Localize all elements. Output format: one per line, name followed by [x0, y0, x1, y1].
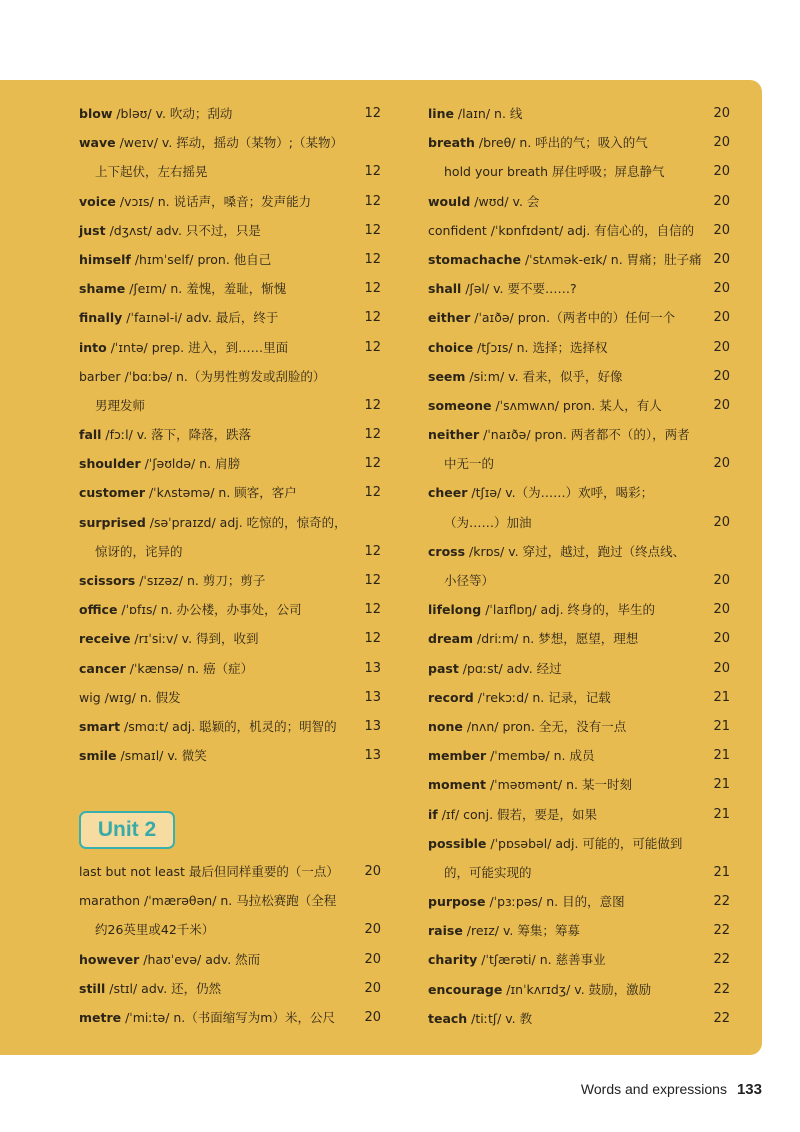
vocab-page-ref: 20: [713, 164, 730, 180]
vocab-entry: [428, 566, 730, 595]
vocab-word: raise: [428, 923, 463, 939]
vocab-page-ref: 12: [364, 573, 381, 588]
vocab-entry: [79, 624, 381, 653]
vocab-word: breath: [428, 135, 475, 151]
vocab-definition: /pɑːst/ adv. 经过: [458, 660, 562, 676]
vocab-word: customer: [79, 485, 145, 501]
vocab-word: would: [428, 193, 471, 209]
vocab-entry: [428, 508, 730, 537]
vocab-entry: [79, 595, 381, 624]
vocab-entry: [428, 712, 730, 741]
vocab-page-ref: 20: [364, 922, 381, 938]
vocab-entry: [79, 128, 381, 157]
vocab-page-ref: 22: [713, 952, 730, 968]
vocab-word: cross: [428, 543, 466, 559]
vocab-definition: /wɪg/ n. 假发: [100, 689, 181, 705]
vocab-word: however: [79, 951, 140, 967]
vocab-definition: /driːm/ n. 梦想，愿望，理想: [473, 631, 639, 647]
vocab-page-ref: 13: [364, 689, 381, 705]
vocab-definition: /ˈbɑːbə/ n.（为男性剪发或刮脸的）: [120, 368, 326, 384]
vocab-definition: /ˈnaɪðə/ pron. 两者都不（的），两者: [479, 427, 690, 443]
vocab-entry: [79, 915, 381, 944]
vocab-word: stomachache: [428, 251, 521, 267]
vocab-page-ref: 21: [713, 748, 730, 764]
vocab-definition: /stɪl/ adv. 还，仍然: [105, 980, 222, 996]
vocab-page-ref: 20: [713, 456, 730, 472]
vocab-word: cancer: [79, 660, 126, 676]
vocab-entry: [428, 537, 730, 566]
vocab-entry: [428, 858, 730, 887]
vocab-entry: [79, 245, 381, 274]
vocab-entry: [79, 508, 381, 537]
vocab-entry: [79, 362, 381, 391]
vocab-word: scissors: [79, 573, 136, 588]
vocab-page-ref: 12: [364, 193, 381, 209]
vocab-word: charity: [428, 952, 478, 968]
vocab-definition: /wʊd/ v. 会: [470, 193, 540, 209]
vocab-page-ref: 22: [713, 1010, 730, 1026]
vocab-word: either: [428, 310, 471, 326]
vocab-page-ref: 20: [713, 602, 730, 618]
vocab-definition: /bləʊ/ v. 吹动；刮动: [112, 106, 233, 121]
vocab-column-left-unit2: [79, 857, 381, 1032]
vocab-entry: [79, 274, 381, 303]
vocab-definition: 小径等）: [444, 573, 495, 588]
vocab-entry: [79, 391, 381, 420]
vocab-definition: /haʊˈevə/ adv. 然而: [139, 951, 261, 967]
vocab-entry: [428, 128, 730, 157]
vocab-entry: [428, 887, 730, 916]
vocab-definition: /ˈɪntə/ prep. 进入，到……里面: [106, 339, 289, 355]
vocab-page-ref: 22: [713, 923, 730, 939]
vocab-entry: [428, 420, 730, 449]
vocab-entry: [79, 187, 381, 216]
vocab-definition: /fɔːl/ v. 落下，降落，跌落: [101, 427, 252, 443]
vocab-word: barber: [79, 368, 121, 384]
vocab-page-ref: 12: [364, 397, 381, 413]
vocab-word: record: [428, 689, 474, 705]
vocab-page-ref: 12: [364, 339, 381, 355]
vocab-page-ref: 21: [713, 806, 730, 822]
vocab-entry: [79, 333, 381, 362]
vocab-word: teach: [428, 1010, 468, 1026]
vocab-page-ref: 20: [713, 106, 730, 121]
vocab-entry: [428, 945, 730, 974]
vocab-page-ref: 21: [713, 777, 730, 793]
vocab-entry: [428, 333, 730, 362]
vocab-definition: /tʃɪə/ v.（为……）欢呼，喝彩；: [467, 485, 654, 501]
vocab-entry: [428, 245, 730, 274]
vocab-entry: [428, 274, 730, 303]
page-number: 133: [736, 1081, 762, 1098]
vocab-page-ref: 13: [364, 718, 381, 734]
vocab-definition: /vɔɪs/ n. 说话声，嗓音；发声能力: [115, 193, 312, 209]
vocab-definition: /ˈmærəθən/ n. 马拉松赛跑（全程: [140, 893, 337, 909]
vocab-page-ref: 12: [364, 485, 381, 501]
vocab-page-ref: 20: [713, 135, 730, 151]
page-footer: [581, 1081, 762, 1098]
vocab-page-ref: 20: [713, 339, 730, 355]
vocab-word: office: [79, 602, 118, 618]
vocab-entry: [428, 303, 730, 332]
vocab-word: fall: [79, 427, 102, 443]
vocab-page-ref: 13: [364, 748, 381, 764]
vocab-entry: [428, 449, 730, 478]
vocab-definition: /səˈpraɪzd/ adj. 吃惊的，惊奇的，: [145, 514, 347, 530]
vocab-word: voice: [79, 193, 116, 209]
vocab-definition: /siːm/ v. 看来，似乎，好像: [465, 368, 623, 384]
vocab-entry: [79, 654, 381, 683]
vocab-word: none: [428, 718, 463, 734]
vocab-word: surprised: [79, 514, 146, 530]
vocab-definition: /ˈpɒsəbəl/ adj. 可能的，可能做到: [486, 835, 683, 851]
vocab-definition: /ˈsʌmwʌn/ pron. 某人，有人: [491, 397, 662, 413]
vocab-entry: [428, 683, 730, 712]
vocab-word: himself: [79, 251, 131, 267]
vocab-entry: [428, 975, 730, 1004]
vocab-entry: [79, 857, 381, 886]
vocab-definition: /ˈmiːtə/ n.（书面缩写为m）米，公尺: [121, 1009, 335, 1025]
vocab-entry: [428, 770, 730, 799]
vocab-definition: /ˈstʌmək-eɪk/ n. 胃痛；肚子痛: [521, 251, 702, 267]
vocab-word: finally: [79, 310, 123, 326]
vocab-word: smile: [79, 748, 117, 764]
vocab-definition: /ˈʃəʊldə/ n. 肩膀: [140, 456, 241, 472]
vocab-entry: [79, 741, 381, 770]
vocab-word: cheer: [428, 485, 468, 501]
vocab-page-ref: 12: [364, 456, 381, 472]
vocab-entry: [428, 187, 730, 216]
vocab-word: seem: [428, 368, 466, 384]
vocab-word: choice: [428, 339, 474, 355]
vocab-page-ref: 20: [713, 251, 730, 267]
vocab-entry: [428, 1004, 730, 1033]
vocab-definition: /ˈkænsə/ n. 癌（症）: [125, 660, 254, 676]
vocab-word: possible: [428, 835, 487, 851]
vocab-word: moment: [428, 777, 486, 793]
vocab-definition: /dʒʌst/ adv. 只不过，只是: [105, 222, 261, 238]
vocab-word: confident: [428, 222, 487, 238]
vocab-entry: [428, 916, 730, 945]
vocab-page-ref: 20: [713, 368, 730, 384]
vocab-definition: 男理发师: [95, 397, 146, 413]
vocab-page-ref: 20: [364, 951, 381, 967]
vocab-word: neither: [428, 427, 480, 443]
vocab-page-ref: 13: [364, 660, 381, 676]
vocab-definition: 最后但同样重要的（一点）: [184, 864, 339, 879]
vocab-column-left: [79, 99, 381, 770]
vocab-entry: [428, 362, 730, 391]
vocab-entry: [428, 157, 730, 186]
vocab-definition: /ɪnˈkʌrɪdʒ/ v. 鼓励，激励: [502, 981, 652, 997]
vocab-word: encourage: [428, 981, 503, 997]
vocab-word: shall: [428, 281, 462, 297]
vocab-page-ref: 12: [364, 427, 381, 443]
vocab-word: lifelong: [428, 602, 482, 618]
vocab-entry: [428, 99, 730, 128]
vocab-page-ref: 22: [713, 981, 730, 997]
vocab-word: wave: [79, 135, 116, 151]
vocab-word: past: [428, 660, 459, 676]
footer-title: Words and expressions: [580, 1081, 727, 1097]
vocab-entry: [79, 712, 381, 741]
vocab-page-ref: 22: [713, 894, 730, 910]
vocab-definition: /ˈlaɪflɒŋ/ adj. 终身的，毕生的: [481, 602, 656, 618]
vocab-entry: [428, 624, 730, 653]
vocab-definition: 上下起伏，左右摇晃: [95, 164, 208, 180]
vocab-word: into: [79, 339, 107, 355]
vocab-definition: /ʃəl/ v. 要不要……?: [461, 281, 577, 297]
vocab-word: dream: [428, 631, 474, 647]
vocab-definition: /reɪz/ v. 筹集；筹募: [462, 923, 580, 939]
vocab-definition: /smɑːt/ adj. 聪颖的，机灵的；明智的: [120, 718, 337, 734]
vocab-word: blow: [79, 106, 113, 121]
vocab-entry: [79, 303, 381, 332]
vocab-page-ref: 20: [364, 980, 381, 996]
vocab-entry: [79, 478, 381, 507]
vocab-word: smart: [79, 718, 121, 734]
vocab-definition: /hɪmˈself/ pron. 他自己: [130, 251, 272, 267]
vocab-entry: [79, 157, 381, 186]
vocab-word: if: [428, 806, 438, 822]
vocab-definition: 惊讶的，诧异的: [95, 543, 183, 559]
vocab-word: wig: [79, 689, 101, 705]
vocab-word: shoulder: [79, 456, 141, 472]
vocab-definition: /tiːtʃ/ v. 教: [467, 1010, 533, 1026]
vocab-definition: /rɪˈsiːv/ v. 得到，收到: [130, 631, 259, 647]
vocab-definition: /ˈfaɪnəl-i/ adv. 最后，终于: [122, 310, 279, 326]
vocab-entry: [428, 800, 730, 829]
vocab-definition: /ˈkʌstəmə/ n. 顾客，客户: [144, 485, 297, 501]
vocab-definition: /laɪn/ n. 线: [453, 106, 523, 121]
vocab-entry: [79, 566, 381, 595]
vocab-page-ref: 20: [713, 281, 730, 297]
vocab-definition: /ˈɒfɪs/ n. 办公楼，办事处，公司: [117, 602, 302, 618]
vocab-definition: /smaɪl/ v. 微笑: [116, 748, 207, 764]
vocab-definition: /ɪf/ conj. 假若，要是，如果: [437, 806, 598, 822]
vocab-entry: [79, 99, 381, 128]
vocab-entry: [79, 537, 381, 566]
vocab-page-ref: 12: [364, 106, 381, 121]
vocab-definition: /ʃeɪm/ n. 羞愧，羞耻，惭愧: [125, 281, 287, 297]
vocab-entry: [428, 478, 730, 507]
vocab-page-ref: 12: [364, 251, 381, 267]
vocab-page-ref: 12: [364, 281, 381, 297]
vocab-definition: /ˈkɒnfɪdənt/ adj. 有信心的，自信的: [486, 222, 695, 238]
vocab-page-ref: 20: [364, 864, 381, 879]
vocab-entry: [79, 449, 381, 478]
vocab-column-right: [428, 99, 730, 1033]
vocab-word: last but not least: [79, 864, 185, 879]
vocab-entry: [79, 420, 381, 449]
vocab-entry: [79, 1003, 381, 1032]
vocab-definition: /ˈmembə/ n. 成员: [486, 748, 595, 764]
vocab-page-ref: 12: [364, 602, 381, 618]
vocab-word: purpose: [428, 894, 486, 910]
vocab-entry: [79, 683, 381, 712]
vocab-entry: [79, 945, 381, 974]
vocab-definition: /breθ/ n. 呼出的气；吸入的气: [474, 135, 648, 151]
vocab-entry: [79, 216, 381, 245]
vocab-word: shame: [79, 281, 126, 297]
vocab-definition: /nʌn/ pron. 全无，没有一点: [462, 718, 627, 734]
vocab-page-ref: 20: [713, 222, 730, 238]
vocab-entry: [428, 741, 730, 770]
vocab-definition: 的，可能实现的: [444, 864, 532, 880]
vocab-page-ref: 20: [713, 660, 730, 676]
vocab-entry: [428, 829, 730, 858]
vocab-page-ref: 20: [713, 310, 730, 326]
vocab-entry: [79, 974, 381, 1003]
vocab-page-ref: 21: [713, 864, 730, 880]
vocab-definition: （为……）加油: [444, 514, 532, 530]
vocab-page-ref: 20: [364, 1009, 381, 1025]
vocab-definition: 中无一的: [444, 456, 495, 472]
vocab-page-ref: 12: [364, 222, 381, 238]
vocab-page-ref: 20: [713, 397, 730, 413]
vocab-page-ref: 21: [713, 718, 730, 734]
vocab-definition: /krɒs/ v. 穿过，越过，跑过（终点线、: [465, 543, 686, 559]
vocab-word: line: [428, 106, 454, 121]
vocab-page-ref: 20: [713, 573, 730, 588]
vocab-page-ref: 20: [713, 631, 730, 647]
vocab-word: still: [79, 980, 106, 996]
vocab-page-ref: 20: [713, 193, 730, 209]
vocab-entry: [428, 595, 730, 624]
vocab-definition: /ˈməʊmənt/ n. 某一时刻: [486, 777, 632, 793]
vocab-page-ref: 21: [713, 689, 730, 705]
vocab-page-ref: 20: [713, 514, 730, 530]
vocab-entry: [428, 216, 730, 245]
vocab-word: metre: [79, 1009, 122, 1025]
vocab-definition: 约26英里或42千米）: [95, 922, 215, 938]
vocab-definition: /ˈrekɔːd/ n. 记录，记载: [473, 689, 611, 705]
vocab-definition: /weɪv/ v. 挥动，摇动（某物）;（某物）: [115, 135, 344, 151]
vocab-page-ref: 12: [364, 164, 381, 180]
vocab-page-ref: 12: [364, 310, 381, 326]
vocab-page-ref: 12: [364, 631, 381, 647]
vocab-definition: /ˈsɪzəz/ n. 剪刀；剪子: [135, 573, 266, 588]
unit-heading: Unit 2: [79, 811, 175, 849]
vocab-definition: /tʃɔɪs/ n. 选择；选择权: [473, 339, 608, 355]
vocab-word: receive: [79, 631, 131, 647]
vocab-definition: /ˈtʃærəti/ n. 慈善事业: [477, 952, 606, 968]
vocab-page-ref: 12: [364, 543, 381, 559]
vocab-definition: /ˈpɜːpəs/ n. 目的，意图: [485, 894, 625, 910]
vocab-entry: [428, 654, 730, 683]
vocab-definition: hold your breath 屏住呼吸；屏息静气: [444, 164, 665, 180]
vocab-word: member: [428, 748, 487, 764]
vocab-word: marathon: [79, 893, 141, 909]
vocab-word: someone: [428, 397, 492, 413]
vocab-entry: [428, 391, 730, 420]
vocab-definition: /ˈaɪðə/ pron.（两者中的）任何一个: [470, 310, 676, 326]
vocab-word: just: [79, 222, 106, 238]
vocab-entry: [79, 886, 381, 915]
